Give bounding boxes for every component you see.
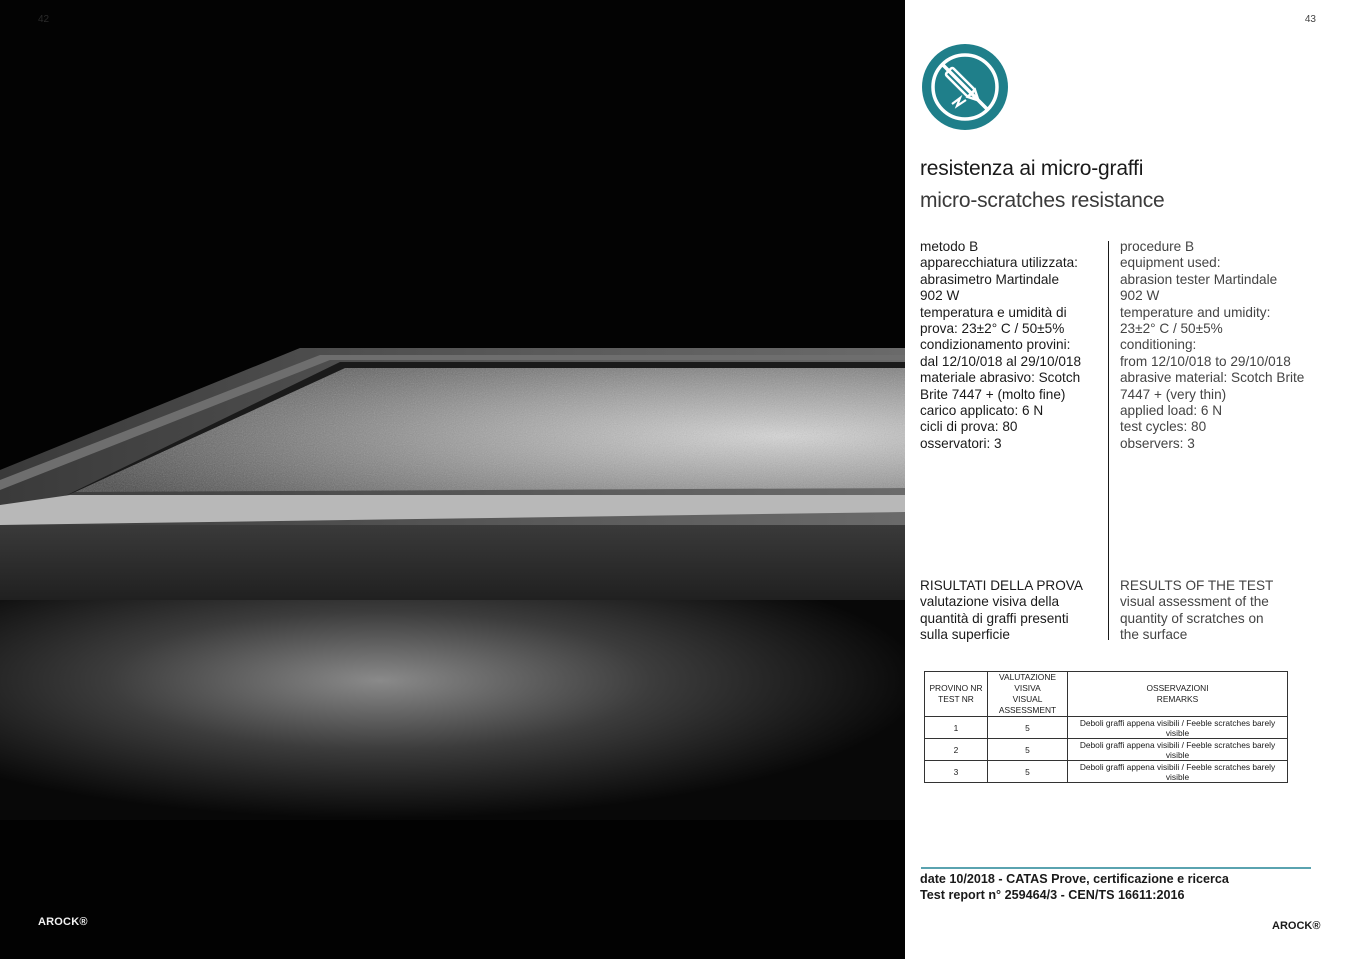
detail-line: temperatura e umidità di bbox=[920, 304, 1067, 320]
detail-line: 902 W bbox=[1120, 288, 1160, 304]
brand-logo: AROCK® bbox=[38, 916, 88, 928]
results-line: quantità di graffi presenti bbox=[920, 610, 1069, 626]
table-header-remarks: OSSERVAZIONI REMARKS bbox=[1068, 672, 1288, 717]
results-line: visual assessment of the bbox=[1120, 594, 1269, 610]
detail-line: conditioning: bbox=[1120, 337, 1197, 353]
table-cell: 5 bbox=[988, 717, 1068, 739]
footer-rule bbox=[921, 867, 1311, 869]
detail-line: abrasion tester Martindale bbox=[1120, 271, 1278, 287]
table-cell: Deboli graffi appena visibili / Feeble scratches barely visible bbox=[1068, 761, 1288, 783]
footer-report-line: Test report n° 259464/3 - CEN/TS 16611:2016 bbox=[920, 887, 1185, 902]
detail-line: abrasimetro Martindale bbox=[920, 271, 1060, 287]
detail-line: applied load: 6 N bbox=[1120, 403, 1223, 419]
table-cell: 2 bbox=[925, 739, 988, 761]
table-header-row bbox=[925, 672, 1288, 717]
footer-date-line: date 10/2018 - CATAS Prove, certificazione e ricerca bbox=[920, 872, 1229, 886]
table-row bbox=[925, 717, 1288, 739]
title-italian: resistenza ai micro-graffi bbox=[920, 157, 1144, 180]
detail-line: equipment used: bbox=[1120, 255, 1221, 271]
results-line: sulla superficie bbox=[920, 627, 1010, 643]
test-details-italian bbox=[920, 239, 1096, 452]
table-cell: Deboli graffi appena visibili / Feeble scratches barely visible bbox=[1068, 717, 1288, 739]
detail-line: 7447 + (very thin) bbox=[1120, 386, 1227, 402]
detail-line: cicli di prova: 80 bbox=[920, 419, 1018, 435]
table-cell: 1 bbox=[925, 717, 988, 739]
results-line: RESULTS OF THE TEST bbox=[1120, 578, 1274, 593]
results-line: RISULTATI DELLA PROVA bbox=[920, 578, 1083, 593]
results-line: quantity of scratches on bbox=[1120, 610, 1264, 626]
test-report-footer bbox=[920, 872, 1229, 903]
brand-logo: AROCK® bbox=[1272, 920, 1321, 932]
results-line: the surface bbox=[1120, 627, 1188, 643]
detail-line: Brite 7447 + (molto fine) bbox=[920, 386, 1066, 402]
page-number: 43 bbox=[1304, 14, 1316, 25]
column-divider bbox=[1108, 241, 1109, 640]
table-cell: 3 bbox=[925, 761, 988, 783]
detail-line: observers: 3 bbox=[1120, 435, 1195, 451]
results-english bbox=[1120, 578, 1273, 644]
detail-line: carico applicato: 6 N bbox=[920, 403, 1044, 419]
test-details-english bbox=[1120, 239, 1310, 452]
detail-line: condizionamento provini: bbox=[920, 337, 1071, 353]
detail-line: test cycles: 80 bbox=[1120, 419, 1207, 435]
no-scratch-icon bbox=[922, 44, 1008, 130]
results-table bbox=[924, 671, 1288, 783]
detail-line: 902 W bbox=[920, 288, 960, 304]
detail-line: abrasive material: Scotch Brite bbox=[1120, 370, 1305, 386]
detail-line: dal 12/10/018 al 29/10/018 bbox=[920, 353, 1082, 369]
table-cell: 5 bbox=[988, 739, 1068, 761]
table-row bbox=[925, 739, 1288, 761]
title-english: micro-scratches resistance bbox=[920, 189, 1165, 212]
detail-line: osservatori: 3 bbox=[920, 435, 1002, 451]
detail-line: procedure B bbox=[1120, 239, 1195, 254]
results-line: valutazione visiva della bbox=[920, 594, 1060, 610]
detail-line: 23±2° C / 50±5% bbox=[1120, 321, 1223, 337]
table-header-assessment: VALUTAZIONE VISIVA VISUAL ASSESSMENT bbox=[988, 672, 1068, 717]
table-cell: 5 bbox=[988, 761, 1068, 783]
table-header-test-nr: PROVINO NR TEST NR bbox=[925, 672, 988, 717]
spec-page bbox=[905, 0, 1356, 959]
detail-line: materiale abrasivo: Scotch bbox=[920, 370, 1081, 386]
table-cell: Deboli graffi appena visibili / Feeble scratches barely visible bbox=[1068, 739, 1288, 761]
table-row bbox=[925, 761, 1288, 783]
detail-line: apparecchiatura utilizzata: bbox=[920, 255, 1078, 271]
detail-line: prova: 23±2° C / 50±5% bbox=[920, 321, 1065, 337]
results-italian bbox=[920, 578, 1083, 644]
page-number: 42 bbox=[38, 14, 50, 25]
detail-line: from 12/10/018 to 29/10/018 bbox=[1120, 353, 1291, 369]
detail-line: temperature and umidity: bbox=[1120, 304, 1271, 320]
detail-line: metodo B bbox=[920, 239, 979, 254]
